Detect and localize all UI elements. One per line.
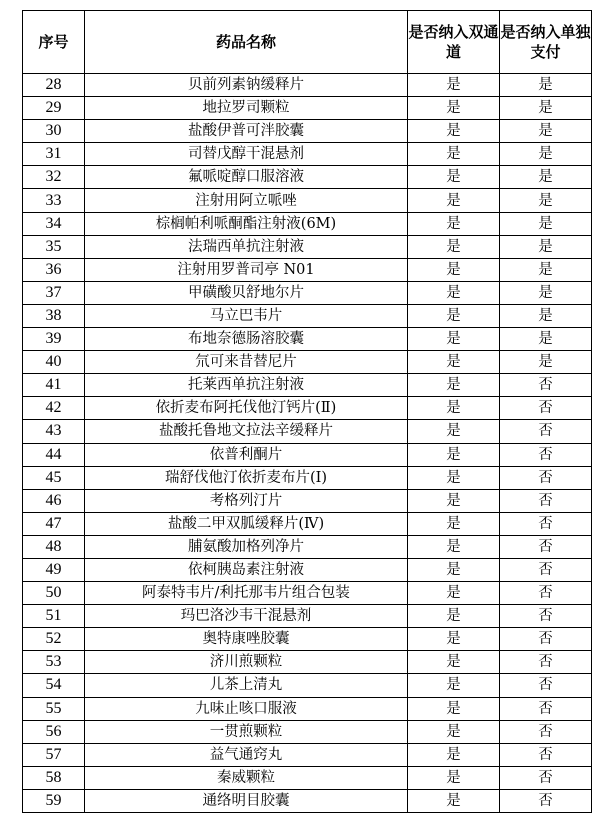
drug-name: 九味止咳口服液 [85, 697, 408, 720]
dual-channel-value: 是 [408, 489, 500, 512]
table-row [23, 143, 592, 166]
table-row [23, 420, 592, 443]
table-row [23, 397, 592, 420]
separate-payment-value: 否 [500, 628, 592, 651]
header-row [23, 11, 592, 74]
dual-channel-value: 是 [408, 235, 500, 258]
row-index: 40 [23, 351, 85, 374]
drug-name: 阿泰特韦片/利托那韦片组合包装 [85, 582, 408, 605]
table-row [23, 235, 592, 258]
drug-name: 注射用阿立哌唑 [85, 189, 408, 212]
separate-payment-value: 是 [500, 74, 592, 97]
table-row [23, 512, 592, 535]
table-row [23, 304, 592, 327]
row-index: 46 [23, 489, 85, 512]
dual-channel-value: 是 [408, 535, 500, 558]
row-index: 28 [23, 74, 85, 97]
dual-channel-value: 是 [408, 397, 500, 420]
drug-name: 氘可来昔替尼片 [85, 351, 408, 374]
drug-name: 儿茶上清丸 [85, 674, 408, 697]
separate-payment-value: 是 [500, 166, 592, 189]
separate-payment-value: 否 [500, 443, 592, 466]
drug-name: 托莱西单抗注射液 [85, 374, 408, 397]
row-index: 53 [23, 651, 85, 674]
separate-payment-value: 否 [500, 535, 592, 558]
separate-payment-value: 否 [500, 743, 592, 766]
dual-channel-value: 是 [408, 212, 500, 235]
drug-name: 济川煎颗粒 [85, 651, 408, 674]
dual-channel-value: 是 [408, 374, 500, 397]
header-drug-name: 药品名称 [85, 11, 408, 74]
separate-payment-value: 否 [500, 582, 592, 605]
dual-channel-value: 是 [408, 304, 500, 327]
dual-channel-value: 是 [408, 189, 500, 212]
separate-payment-value: 是 [500, 235, 592, 258]
table-row [23, 743, 592, 766]
table-row [23, 789, 592, 812]
drug-name: 甲磺酸贝舒地尔片 [85, 281, 408, 304]
table-row [23, 120, 592, 143]
separate-payment-value: 否 [500, 720, 592, 743]
table-row [23, 697, 592, 720]
drug-name: 法瑞西单抗注射液 [85, 235, 408, 258]
dual-channel-value: 是 [408, 789, 500, 812]
table-row [23, 281, 592, 304]
table-row [23, 489, 592, 512]
row-index: 41 [23, 374, 85, 397]
drug-name: 地拉罗司颗粒 [85, 97, 408, 120]
drug-name: 秦威颗粒 [85, 766, 408, 789]
dual-channel-value: 是 [408, 443, 500, 466]
row-index: 38 [23, 304, 85, 327]
separate-payment-value: 是 [500, 351, 592, 374]
separate-payment-value: 否 [500, 674, 592, 697]
row-index: 48 [23, 535, 85, 558]
drug-name: 盐酸二甲双胍缓释片(Ⅳ) [85, 512, 408, 535]
row-index: 54 [23, 674, 85, 697]
dual-channel-value: 是 [408, 97, 500, 120]
row-index: 36 [23, 258, 85, 281]
drug-name: 依折麦布阿托伐他汀钙片(Ⅱ) [85, 397, 408, 420]
dual-channel-value: 是 [408, 351, 500, 374]
row-index: 57 [23, 743, 85, 766]
dual-channel-value: 是 [408, 558, 500, 581]
drug-name: 布地奈德肠溶胶囊 [85, 328, 408, 351]
table-row [23, 628, 592, 651]
drug-name: 贝前列素钠缓释片 [85, 74, 408, 97]
row-index: 49 [23, 558, 85, 581]
row-index: 59 [23, 789, 85, 812]
separate-payment-value: 否 [500, 489, 592, 512]
table-row [23, 582, 592, 605]
table-row [23, 374, 592, 397]
row-index: 34 [23, 212, 85, 235]
separate-payment-value: 是 [500, 328, 592, 351]
table-row [23, 720, 592, 743]
table-row [23, 97, 592, 120]
drug-name: 依普利酮片 [85, 443, 408, 466]
separate-payment-value: 否 [500, 697, 592, 720]
separate-payment-value: 是 [500, 304, 592, 327]
row-index: 50 [23, 582, 85, 605]
separate-payment-value: 否 [500, 558, 592, 581]
dual-channel-value: 是 [408, 697, 500, 720]
table-row [23, 535, 592, 558]
separate-payment-value: 否 [500, 789, 592, 812]
row-index: 32 [23, 166, 85, 189]
dual-channel-value: 是 [408, 328, 500, 351]
dual-channel-value: 是 [408, 420, 500, 443]
table-row [23, 558, 592, 581]
table-row [23, 674, 592, 697]
row-index: 44 [23, 443, 85, 466]
drug-name: 玛巴洛沙韦干混悬剂 [85, 605, 408, 628]
dual-channel-value: 是 [408, 605, 500, 628]
separate-payment-value: 否 [500, 651, 592, 674]
row-index: 31 [23, 143, 85, 166]
row-index: 42 [23, 397, 85, 420]
separate-payment-value: 否 [500, 605, 592, 628]
table-row [23, 189, 592, 212]
row-index: 52 [23, 628, 85, 651]
drug-name: 马立巴韦片 [85, 304, 408, 327]
separate-payment-value: 否 [500, 420, 592, 443]
row-index: 33 [23, 189, 85, 212]
dual-channel-value: 是 [408, 120, 500, 143]
table-row [23, 328, 592, 351]
separate-payment-value: 否 [500, 374, 592, 397]
header-separate-payment: 是否纳入单独支付 [500, 11, 592, 74]
row-index: 43 [23, 420, 85, 443]
table-row [23, 212, 592, 235]
dual-channel-value: 是 [408, 466, 500, 489]
separate-payment-value: 是 [500, 258, 592, 281]
drug-name: 盐酸托鲁地文拉法辛缓释片 [85, 420, 408, 443]
separate-payment-value: 否 [500, 397, 592, 420]
drug-name: 氟哌啶醇口服溶液 [85, 166, 408, 189]
separate-payment-value: 是 [500, 281, 592, 304]
table-row [23, 258, 592, 281]
drug-name: 通络明目胶囊 [85, 789, 408, 812]
table-row [23, 166, 592, 189]
dual-channel-value: 是 [408, 281, 500, 304]
dual-channel-value: 是 [408, 674, 500, 697]
row-index: 51 [23, 605, 85, 628]
drug-name: 一贯煎颗粒 [85, 720, 408, 743]
separate-payment-value: 是 [500, 189, 592, 212]
table-row [23, 766, 592, 789]
table-row [23, 651, 592, 674]
drug-name: 盐酸伊普可泮胶囊 [85, 120, 408, 143]
drug-name: 奥特康唑胶囊 [85, 628, 408, 651]
dual-channel-value: 是 [408, 651, 500, 674]
dual-channel-value: 是 [408, 166, 500, 189]
drug-name: 棕榈帕利哌酮酯注射液(6M) [85, 212, 408, 235]
separate-payment-value: 是 [500, 143, 592, 166]
row-index: 45 [23, 466, 85, 489]
drug-table [22, 10, 592, 813]
row-index: 39 [23, 328, 85, 351]
separate-payment-value: 否 [500, 766, 592, 789]
separate-payment-value: 是 [500, 212, 592, 235]
header-index: 序号 [23, 11, 85, 74]
drug-name: 考格列汀片 [85, 489, 408, 512]
dual-channel-value: 是 [408, 743, 500, 766]
drug-name: 脯氨酸加格列净片 [85, 535, 408, 558]
separate-payment-value: 否 [500, 466, 592, 489]
dual-channel-value: 是 [408, 582, 500, 605]
row-index: 55 [23, 697, 85, 720]
row-index: 29 [23, 97, 85, 120]
row-index: 47 [23, 512, 85, 535]
separate-payment-value: 是 [500, 120, 592, 143]
table-row [23, 466, 592, 489]
drug-name: 瑞舒伐他汀依折麦布片(Ⅰ) [85, 466, 408, 489]
dual-channel-value: 是 [408, 74, 500, 97]
separate-payment-value: 是 [500, 97, 592, 120]
table-row [23, 443, 592, 466]
row-index: 58 [23, 766, 85, 789]
table-row [23, 74, 592, 97]
dual-channel-value: 是 [408, 720, 500, 743]
dual-channel-value: 是 [408, 628, 500, 651]
dual-channel-value: 是 [408, 258, 500, 281]
row-index: 30 [23, 120, 85, 143]
table-body [23, 74, 592, 813]
table-row [23, 351, 592, 374]
dual-channel-value: 是 [408, 512, 500, 535]
row-index: 56 [23, 720, 85, 743]
table-row [23, 605, 592, 628]
drug-name: 司替戊醇干混悬剂 [85, 143, 408, 166]
row-index: 37 [23, 281, 85, 304]
drug-name: 注射用罗普司亭 N01 [85, 258, 408, 281]
header-dual-channel: 是否纳入双通道 [408, 11, 500, 74]
dual-channel-value: 是 [408, 143, 500, 166]
drug-name: 依柯胰岛素注射液 [85, 558, 408, 581]
dual-channel-value: 是 [408, 766, 500, 789]
drug-name: 益气通窍丸 [85, 743, 408, 766]
row-index: 35 [23, 235, 85, 258]
separate-payment-value: 否 [500, 512, 592, 535]
